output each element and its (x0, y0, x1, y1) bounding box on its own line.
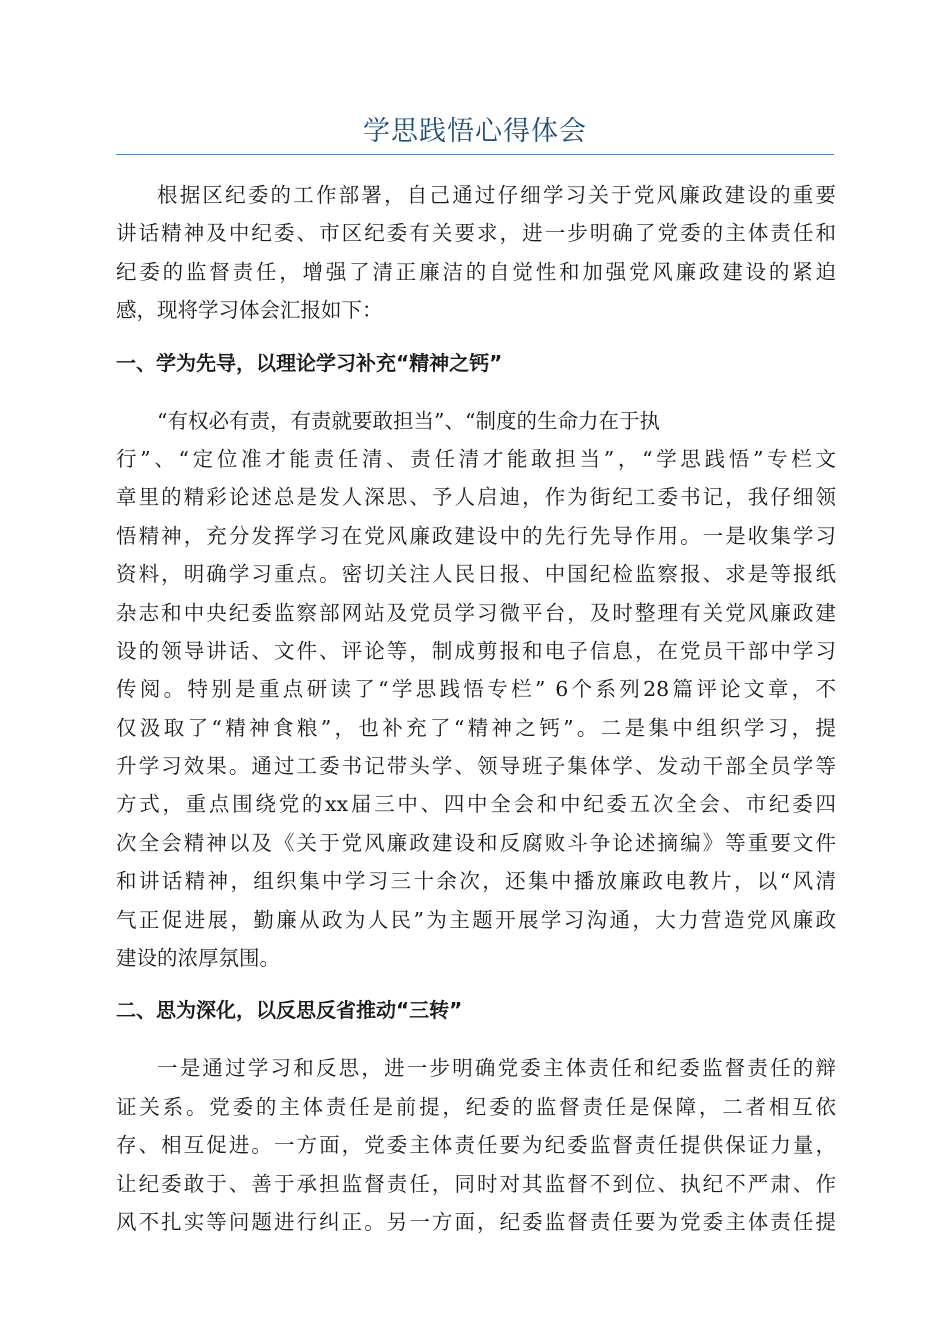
paragraph-line: 仅汲取了“精神食粮”，也补充了“精神之钙”。二是集中组织学习，提 (116, 715, 836, 740)
paragraph-line: 和讲话精神，组织集中学习三十余次，还集中播放廉政电教片，以“风清 (116, 869, 836, 894)
paragraph-line: 一是通过学习和反思，进一步明确党委主体责任和纪委监督责任的辩 (157, 1056, 836, 1081)
title-underline (116, 154, 834, 155)
paragraph-line: 次全会精神以及《关于党风廉政建设和反腐败斗争论述摘编》等重要文件 (116, 830, 836, 855)
paragraph-line: 证关系。党委的主体责任是前提，纪委的监督责任是保障，二者相互依 (116, 1094, 836, 1119)
paragraph-line: 纪委的监督责任，增强了清正廉洁的自觉性和加强党风廉政建设的紧迫 (116, 259, 836, 284)
section-heading-1: 一、学为先导，以理论学习补充“精神之钙” (116, 350, 503, 375)
paragraph-line: 风不扎实等问题进行纠正。另一方面，纪委监督责任要为党委主体责任提 (116, 1209, 836, 1234)
paragraph-line: 悟精神，充分发挥学习在党风廉政建设中的先行先导作用。一是收集学习 (116, 523, 836, 548)
paragraph-line: 行”、“定位准才能责任清、责任清才能敢担当”，“学思践悟”专栏文 (116, 446, 836, 471)
paragraph-line: “有权必有责，有责就要敢担当”、“制度的生命力在于执 (157, 408, 660, 433)
paragraph-line: 建设的浓厚氛围。 (116, 946, 280, 971)
document-body (116, 176, 836, 1241)
document-title: 学思践悟心得体会 (363, 116, 587, 147)
paragraph-line: 让纪委敢于、善于承担监督责任，同时对其监督不到位、执纪不严肃、作 (116, 1171, 836, 1196)
paragraph-line: 章里的精彩论述总是发人深思、予人启迪，作为街纪工委书记，我仔细领 (116, 485, 836, 510)
section-2-paragraph (116, 1049, 836, 1241)
paragraph-line: 方式，重点围绕党的xx届三中、四中全会和中纪委五次全会、市纪委四 (116, 792, 836, 817)
paragraph-line: 设的领导讲话、文件、评论等，制成剪报和电子信息，在党员干部中学习 (116, 638, 836, 663)
paragraph-line: 根据区纪委的工作部署，自己通过仔细学习关于党风廉政建设的重要 (157, 183, 836, 207)
paragraph-line: 杂志和中央纪委监察部网站及党员学习微平台，及时整理有关党风廉政建 (116, 600, 836, 625)
paragraph-line: 感，现将学习体会汇报如下： (116, 298, 383, 323)
paragraph-line: 资料，明确学习重点。密切关注人民日报、中国纪检监察报、求是等报纸 (116, 562, 836, 587)
paragraph-line: 讲话精神及中纪委、市区纪委有关要求，进一步明确了党委的主体责任和 (116, 221, 836, 246)
section-heading-2: 二、思为深化，以反思反省推动“三转” (116, 998, 463, 1023)
paragraph-line: 升学习效果。通过工委书记带头学、领导班子集体学、发动干部全员学等 (116, 754, 836, 779)
paragraph-line: 存、相互促进。一方面，党委主体责任要为纪委监督责任提供保证力量， (116, 1133, 836, 1158)
paragraph-line: 传阅。特别是重点研读了“学思践悟专栏” 6个系列28篇评论文章，不 (116, 677, 836, 702)
section-1-paragraph (116, 402, 836, 978)
intro-paragraph (116, 176, 836, 330)
paragraph-line: 气正促进展，勤廉从政为人民”为主题开展学习沟通，大力营造党风廉政 (116, 907, 836, 932)
